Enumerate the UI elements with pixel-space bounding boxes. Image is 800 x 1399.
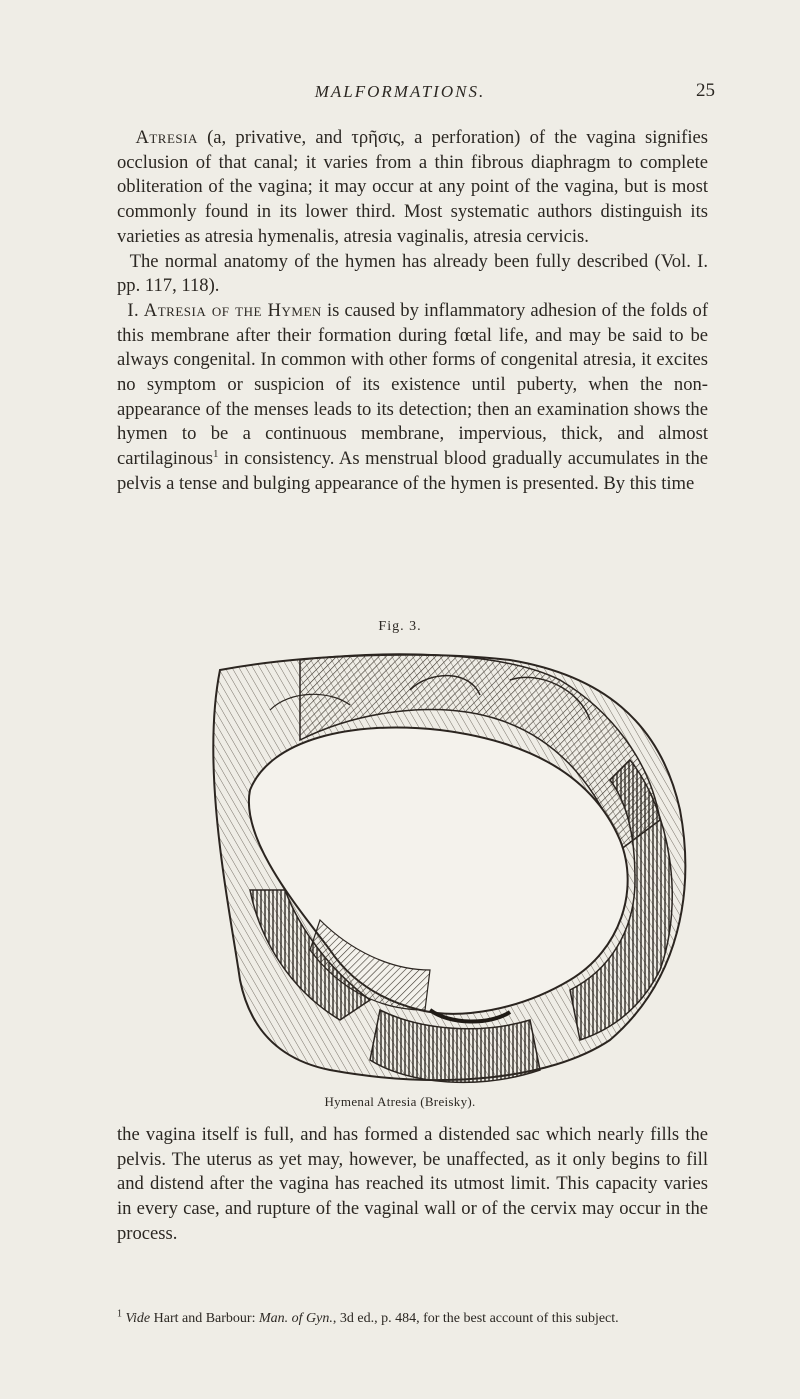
section-heading: I. Atresia of the Hymen xyxy=(127,299,322,321)
figure-label: Fig. 3. xyxy=(378,619,422,634)
footnote-reference: 1 xyxy=(213,447,219,460)
paragraph-atresia-hymen xyxy=(117,299,708,497)
hymenal-atresia-illustration xyxy=(180,650,700,1090)
paragraph-normal-anatomy xyxy=(117,250,708,299)
running-head: MALFORMATIONS. xyxy=(314,82,486,101)
paragraph-text: is caused by inflammatory adhesion of the folds of this membrane after their formation during fœtal life, and may be said to be always congenital. In common with other forms of congenital atresia, it excites no symptom or suspicion of its existence until puberty, when the non-appearance of the menses leads to its detection; then an examination shows the hymen to be a continuous membrane, impervious, thick, and almost cartilaginous xyxy=(117,299,709,470)
footnote-rest: , 3d ed., p. 484, for the best account of this subject. xyxy=(332,1311,619,1326)
page-number: 25 xyxy=(696,80,715,101)
paragraph-text: (a, privative, and τρῆσις, a perforation) of the vagina signifies occlusion of that canal; it varies from a thin fibrous diaphragm to complete obliteration of the vagina; it may occur at any point of the vagina, but is most commonly found in its lower third. Most systematic authors distinguish its varieties as atresia hymenalis, atresia vaginalis, atresia cervicis. xyxy=(117,127,709,247)
paragraph-atresia-definition xyxy=(117,126,708,250)
footnote-authors: Hart and Barbour: xyxy=(150,1311,259,1326)
figure-caption: Hymenal Atresia (Breisky). xyxy=(324,1094,476,1109)
footnote-work: Man. of Gyn. xyxy=(258,1311,333,1326)
paragraph-text: The normal anatomy of the hymen has already been fully described (Vol. I. pp. 117, 118). xyxy=(117,250,708,297)
footnote-marker: 1 xyxy=(117,1308,122,1320)
footnote-vide: Vide xyxy=(125,1311,151,1326)
paragraph-text: in consistency. As menstrual blood gradually accumulates in the pelvis a tense and bulging appearance of the hymen is presented. By this time xyxy=(117,448,708,494)
footnote xyxy=(117,1309,708,1328)
term-atresia: Atresia xyxy=(135,127,198,148)
paragraph-continuation: the vagina itself is full, and has formed a distended sac which nearly fills the pelvis. The uterus as yet may, however, be unaffected, as it only begins to fill and distend after the vagina has reached its utmost limit. This capacity varies in every case, and rupture of the vaginal wall or of the cervix may occur in the process. xyxy=(117,1124,708,1244)
text-block-bottom xyxy=(117,1123,708,1247)
text-block-top xyxy=(117,126,708,497)
